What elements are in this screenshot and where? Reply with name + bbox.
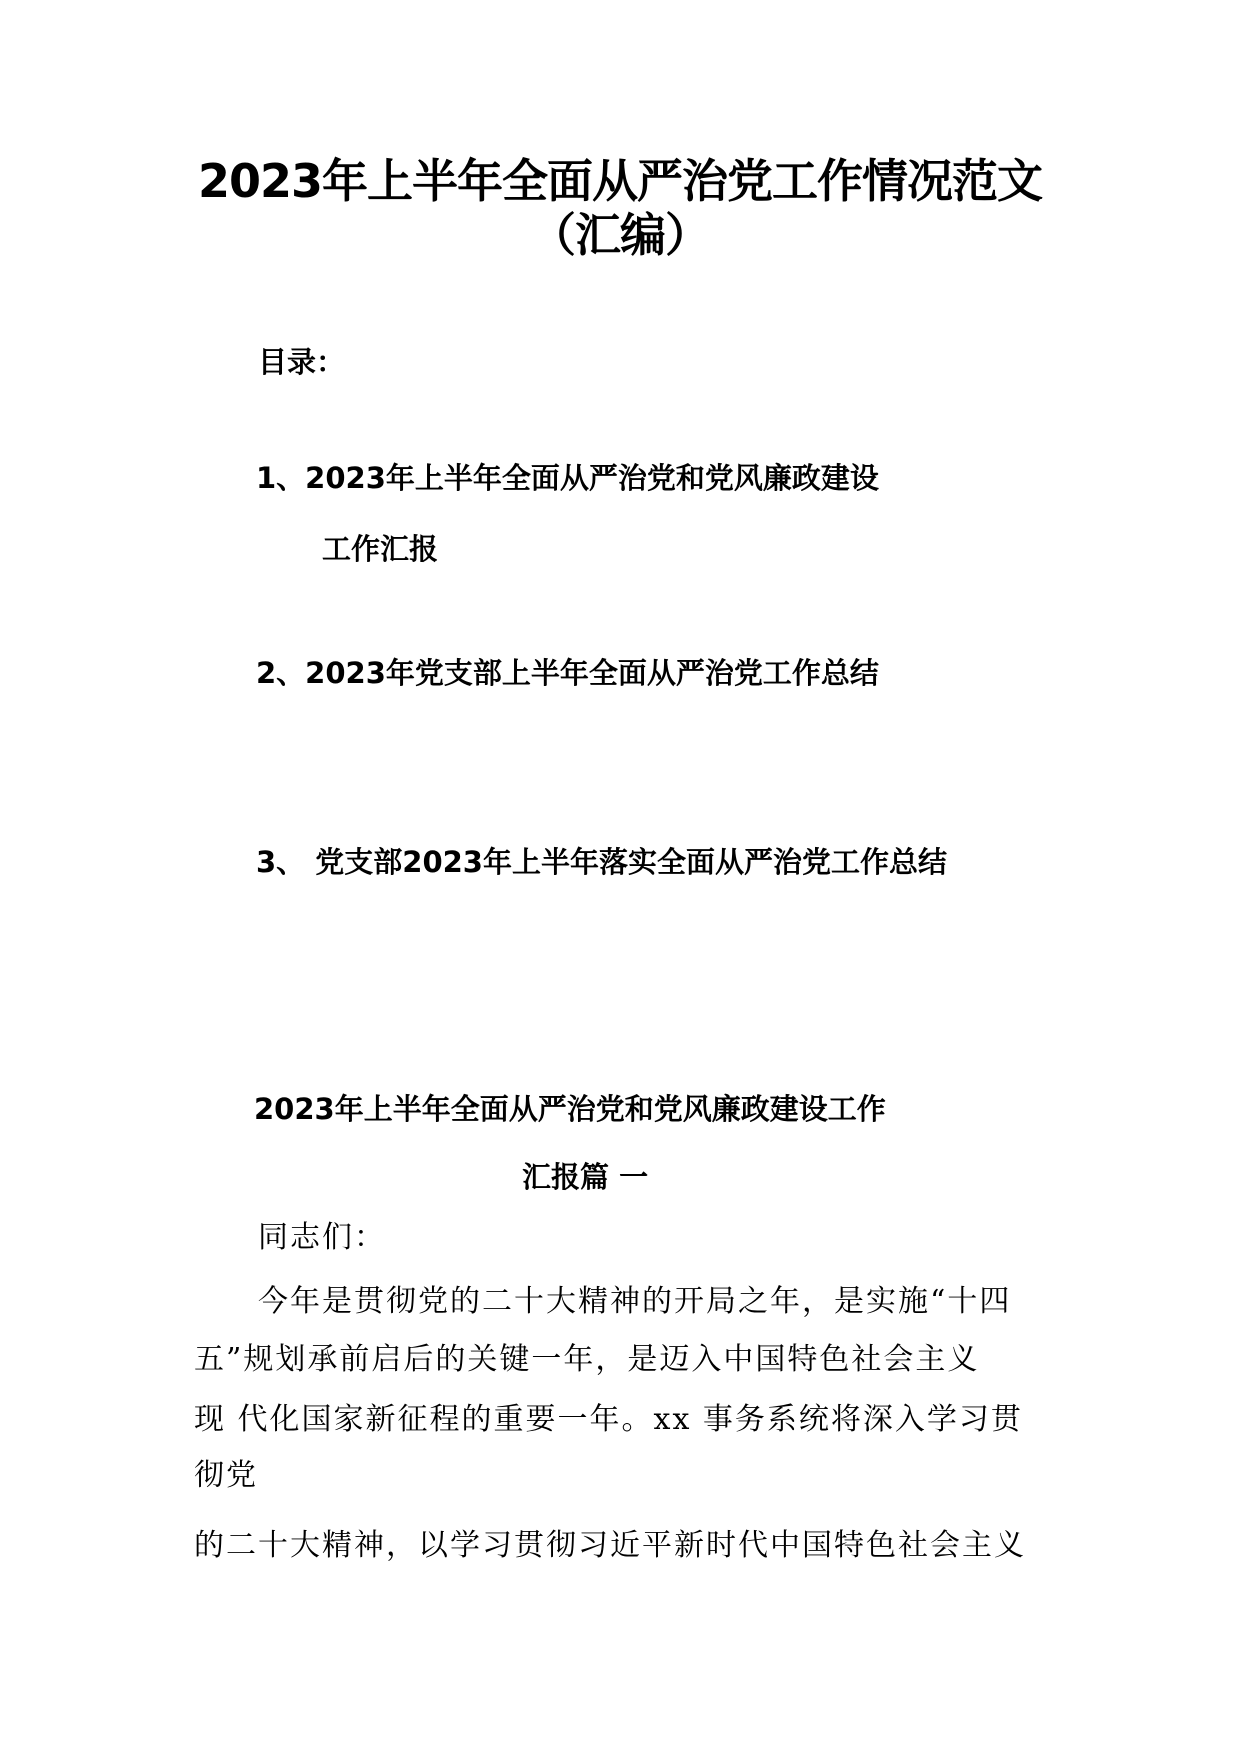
body-line-1: 今年是贯彻党的二十大精神的开局之年，是实施“十四 xyxy=(258,1284,1012,1319)
document-title-line1: 2023年上半年全面从严治党工作情况范文 xyxy=(197,154,1043,208)
section-heading-line2: 汇报篇 一 xyxy=(522,1160,649,1194)
toc-item-1-line2: 工作汇报 xyxy=(322,532,439,566)
body-line-4: 彻党 xyxy=(194,1458,258,1493)
toc-item-2: 2、2023年党支部上半年全面从严治党工作总结 xyxy=(256,656,879,690)
section-heading-line1: 2023年上半年全面从严治党和党风廉政建设工作 xyxy=(254,1092,886,1126)
toc-item-1-line1: 1、2023年上半年全面从严治党和党风廉政建设 xyxy=(256,461,879,495)
toc-item-3: 3、 党支部2023年上半年落实全面从严治党工作总结 xyxy=(256,845,947,879)
body-line-3: 现 代化国家新征程的重要一年。xx 事务系统将深入学习贯 xyxy=(194,1402,1023,1437)
body-line-2: 五”规划承前启后的关键一年，是迈入中国特色社会主义 xyxy=(194,1342,980,1377)
body-line-5: 的二十大精神，以学习贯彻习近平新时代中国特色社会主义 xyxy=(194,1528,1026,1563)
document-title-line2: （汇编） xyxy=(530,208,710,262)
toc-label: 目录： xyxy=(258,345,346,379)
salutation: 同志们： xyxy=(258,1220,386,1255)
